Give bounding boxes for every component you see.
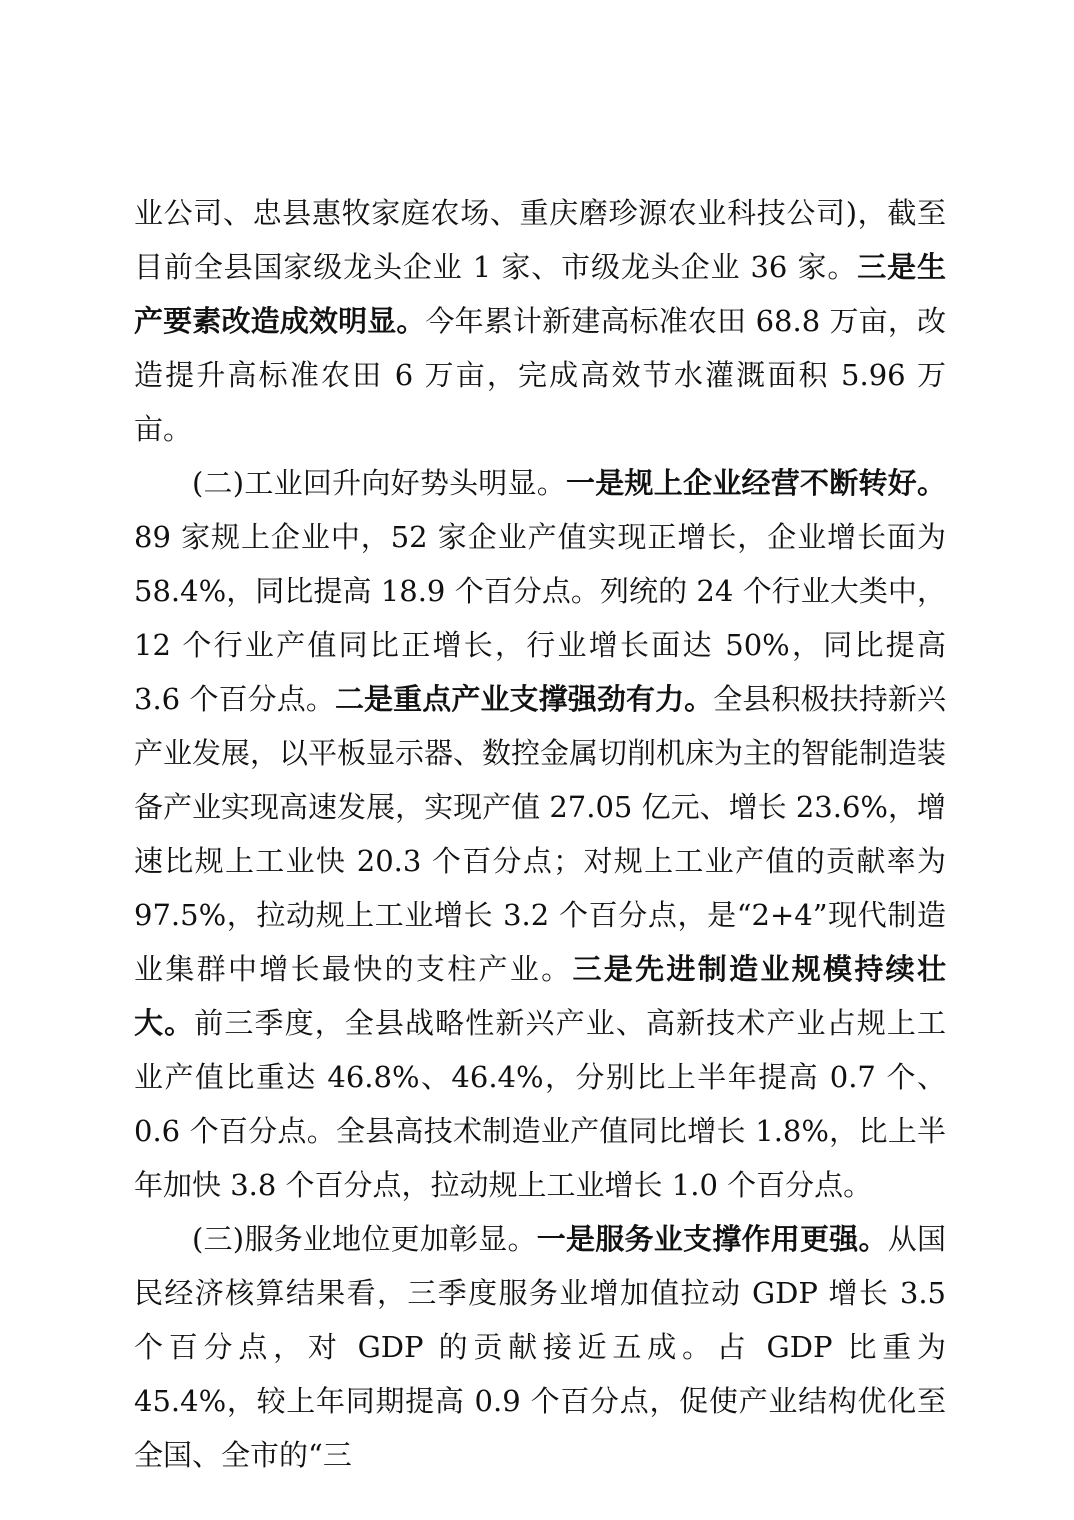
- bold-heading-run: 二是重点产业支撑强劲有力。: [334, 682, 714, 716]
- bold-heading-run: 一是规上企业经营不断转好。: [566, 466, 946, 500]
- text-run: 全县积极扶持新兴产业发展，以平板显示器、数控金属切削机床为主的智能制造装备产业实现高速发展，实现产值 27.05 亿元、增长 23.6%，增速比规上工业快 20.3 个百分点；对规上工业产值的贡献率为 97.5%，拉动规上工业增长 3.2 个百分点，是“2+4”现代制造业集群中增长最快的支柱产业。: [134, 682, 947, 986]
- bold-heading-run: 一是服务业支撑作用更强。: [536, 1222, 888, 1256]
- text-run: 从国民经济核算结果看，三季度服务业增加值拉动 GDP 增长 3.5 个百分点，对 GDP 的贡献接近五成。占 GDP 比重为 45.4%，较上年同期提高 0.9 个百分点，促使产业结构优化至全国、全市的“三: [134, 1222, 946, 1472]
- bold-heading-run: 三是生产要素改造成效明显。: [134, 250, 946, 338]
- paragraph: [134, 186, 946, 456]
- text-run: 今年累计新建高标准农田 68.8 万亩，改造提升高标准农田 6 万亩，完成高效节水灌溉面积 5.96 万亩。: [134, 304, 946, 446]
- bold-heading-run: 三是先进制造业规模持续壮大。: [134, 952, 946, 1040]
- paragraph: [134, 1212, 946, 1482]
- text-run: 89 家规上企业中，52 家企业产值实现正增长，企业增长面为 58.4%，同比提高 18.9 个百分点。列统的 24 个行业大类中，12 个行业产值同比正增长，行业增长面达 50%，同比提高 3.6 个百分点。: [134, 520, 946, 716]
- paragraph: [134, 456, 946, 1212]
- section-heading-run: (二)工业回升向好势头明显。: [192, 466, 567, 500]
- text-run: 前三季度，全县战略性新兴产业、高新技术产业占规上工业产值比重达 46.8%、46.4%，分别比上半年提高 0.7 个、0.6 个百分点。全县高技术制造业产值同比增长 1.8%，比上半年加快 3.8 个百分点，拉动规上工业增长 1.0 个百分点。: [134, 1006, 946, 1202]
- section-heading-run: (三)服务业地位更加彰显。: [192, 1222, 537, 1256]
- document-body: [134, 186, 946, 1482]
- text-run: 业公司、忠县惠牧家庭农场、重庆磨珍源农业科技公司)，截至目前全县国家级龙头企业 1 家、市级龙头企业 36 家。: [134, 196, 946, 284]
